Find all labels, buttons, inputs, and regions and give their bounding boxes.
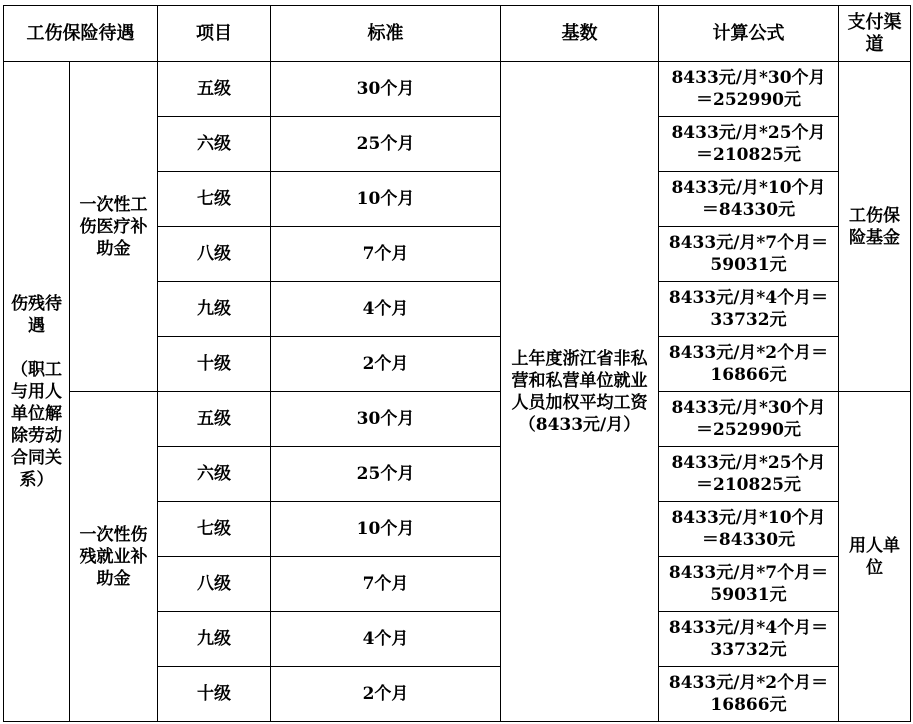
grade-cell: 九级 bbox=[158, 282, 271, 337]
formula-cell: 8433元/月*2个月＝16866元 bbox=[659, 337, 839, 392]
injury-benefits-table bbox=[3, 5, 911, 722]
grade-cell: 五级 bbox=[158, 62, 271, 117]
base-cell: 上年度浙江省非私营和私营单位就业人员加权平均工资（8433元/月） bbox=[501, 62, 659, 722]
standard-cell: 10个月 bbox=[271, 502, 501, 557]
grade-cell: 八级 bbox=[158, 557, 271, 612]
header-row bbox=[4, 6, 911, 62]
formula-cell: 8433元/月*30个月＝252990元 bbox=[659, 392, 839, 447]
standard-cell: 10个月 bbox=[271, 172, 501, 227]
formula-cell: 8433元/月*2个月＝16866元 bbox=[659, 667, 839, 722]
formula-cell: 8433元/月*7个月＝59031元 bbox=[659, 557, 839, 612]
formula-cell: 8433元/月*25个月＝210825元 bbox=[659, 117, 839, 172]
grade-cell: 八级 bbox=[158, 227, 271, 282]
formula-cell: 8433元/月*10个月＝84330元 bbox=[659, 502, 839, 557]
grade-cell: 十级 bbox=[158, 667, 271, 722]
formula-cell: 8433元/月*4个月＝33732元 bbox=[659, 612, 839, 667]
group-name-cell: 一次性工伤医疗补助金 bbox=[70, 62, 158, 392]
standard-cell: 30个月 bbox=[271, 62, 501, 117]
table-row bbox=[4, 392, 911, 447]
channel-cell: 用人单位 bbox=[839, 392, 911, 722]
grade-cell: 七级 bbox=[158, 172, 271, 227]
grade-cell: 七级 bbox=[158, 502, 271, 557]
standard-cell: 25个月 bbox=[271, 447, 501, 502]
standard-cell: 30个月 bbox=[271, 392, 501, 447]
table-row bbox=[4, 62, 911, 117]
category-cell: 伤残待遇 （职工与用人单位解除劳动合同关系） bbox=[4, 62, 70, 722]
channel-cell: 工伤保险基金 bbox=[839, 62, 911, 392]
standard-cell: 7个月 bbox=[271, 227, 501, 282]
standard-cell: 4个月 bbox=[271, 612, 501, 667]
header-item: 项目 bbox=[158, 6, 271, 62]
standard-cell: 4个月 bbox=[271, 282, 501, 337]
header-benefit-type: 工伤保险待遇 bbox=[4, 6, 158, 62]
header-formula: 计算公式 bbox=[659, 6, 839, 62]
grade-cell: 六级 bbox=[158, 117, 271, 172]
grade-cell: 十级 bbox=[158, 337, 271, 392]
header-standard: 标准 bbox=[271, 6, 501, 62]
formula-cell: 8433元/月*10个月＝84330元 bbox=[659, 172, 839, 227]
formula-cell: 8433元/月*25个月＝210825元 bbox=[659, 447, 839, 502]
standard-cell: 2个月 bbox=[271, 337, 501, 392]
grade-cell: 六级 bbox=[158, 447, 271, 502]
formula-cell: 8433元/月*4个月＝33732元 bbox=[659, 282, 839, 337]
group-name-cell: 一次性伤残就业补助金 bbox=[70, 392, 158, 722]
formula-cell: 8433元/月*30个月＝252990元 bbox=[659, 62, 839, 117]
standard-cell: 7个月 bbox=[271, 557, 501, 612]
standard-cell: 25个月 bbox=[271, 117, 501, 172]
header-payment-channel: 支付渠道 bbox=[839, 6, 911, 62]
formula-cell: 8433元/月*7个月＝59031元 bbox=[659, 227, 839, 282]
grade-cell: 五级 bbox=[158, 392, 271, 447]
standard-cell: 2个月 bbox=[271, 667, 501, 722]
header-base: 基数 bbox=[501, 6, 659, 62]
grade-cell: 九级 bbox=[158, 612, 271, 667]
